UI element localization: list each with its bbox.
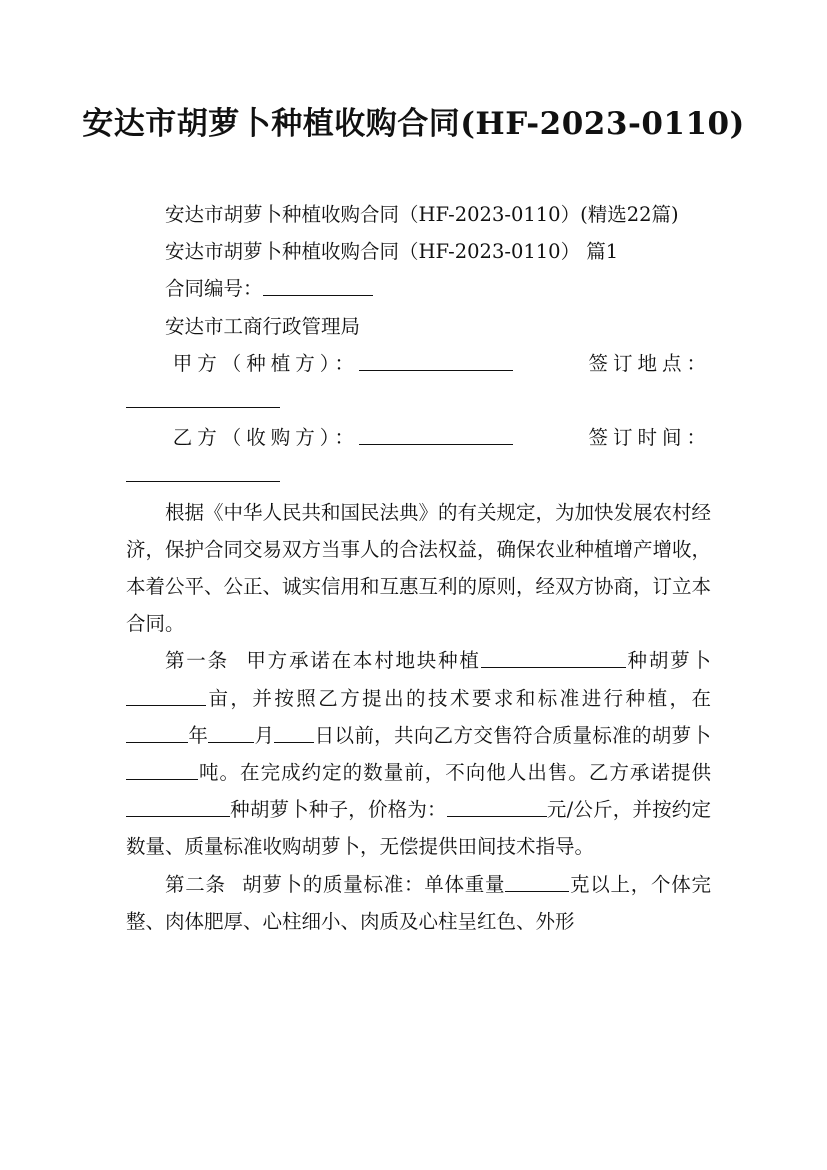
article-1-heading: 第一条 (165, 649, 229, 673)
document-body (126, 196, 711, 940)
area-blank (126, 686, 206, 706)
article-1-text: 吨。在完成约定的数量前，不向他人出售。乙方承诺提供 (198, 761, 711, 785)
party-b-blank (359, 426, 513, 446)
article-1-text: 日以前，共向乙方交售符合质量标准的胡萝卜 (314, 723, 711, 747)
party-b-row (126, 419, 711, 456)
chapter-heading: 安达市胡萝卜种植收购合同（HF-2023-0110） 篇1 (165, 240, 619, 264)
article-1-text: 月 (254, 723, 275, 747)
sign-time-label: 签订时间： (588, 426, 711, 450)
party-b-label: 乙方（收购方）： (172, 426, 360, 450)
article-2 (126, 866, 711, 940)
sign-place-blank (126, 388, 280, 408)
day-blank (274, 723, 314, 743)
party-a-blank (359, 351, 513, 371)
party-a-row (126, 345, 711, 382)
preamble-paragraph: 根据《中华人民共和国民法典》的有关规定，为加快发展农村经济，保护合同交易双方当事人的合法权益，确保农业种植增产增收，本着公平、公正、诚实信用和互惠互利的原则，经双方协商，订立本合同。 (126, 500, 712, 636)
article-2-text: 克以上，个体完整、肉体肥厚、心柱细小、肉质及心柱呈红色、外形 (126, 872, 711, 933)
weight-blank (505, 872, 569, 892)
month-blank (208, 723, 254, 743)
tonnage-blank (126, 760, 198, 780)
document-title: 安达市胡萝卜种植收购合同(HF-2023-0110) (82, 106, 745, 142)
article-1-text: 亩，并按照乙方提出的技术要求和标准进行种植，在 (206, 686, 711, 710)
contract-number-label: 合同编号： (165, 277, 263, 301)
sign-time-row (126, 456, 711, 493)
article-1-text: 年 (188, 723, 209, 747)
subtitle-line: 安达市胡萝卜种植收购合同（HF-2023-0110）(精选22篇) (165, 203, 679, 226)
article-2-text: 胡萝卜的质量标准：单体重量 (241, 872, 506, 896)
party-a-label: 甲方（种植方）： (172, 351, 360, 375)
contract-number-blank (263, 277, 373, 297)
sign-time-blank (126, 463, 280, 483)
article-1-text: 种胡萝卜 (625, 649, 711, 673)
contract-number-line (126, 270, 711, 307)
article-1 (126, 642, 711, 865)
authority-name: 安达市工商行政管理局 (165, 314, 361, 338)
article-2-heading: 第二条 (165, 872, 226, 896)
sign-place-label: 签订地点： (588, 351, 711, 375)
year-blank (126, 723, 188, 743)
article-1-text: 甲方承诺在本村地块种植 (244, 649, 481, 673)
article-1-text: 元/公斤，并按约定数量、质量标准收购胡萝卜，无偿提供田间技术指导。 (126, 798, 711, 859)
article-1-text: 种胡萝卜种子，价格为： (230, 798, 447, 822)
seed-variety-blank (126, 798, 230, 818)
price-blank (447, 798, 547, 818)
variety-blank (481, 649, 626, 669)
sign-place-row (126, 382, 711, 419)
